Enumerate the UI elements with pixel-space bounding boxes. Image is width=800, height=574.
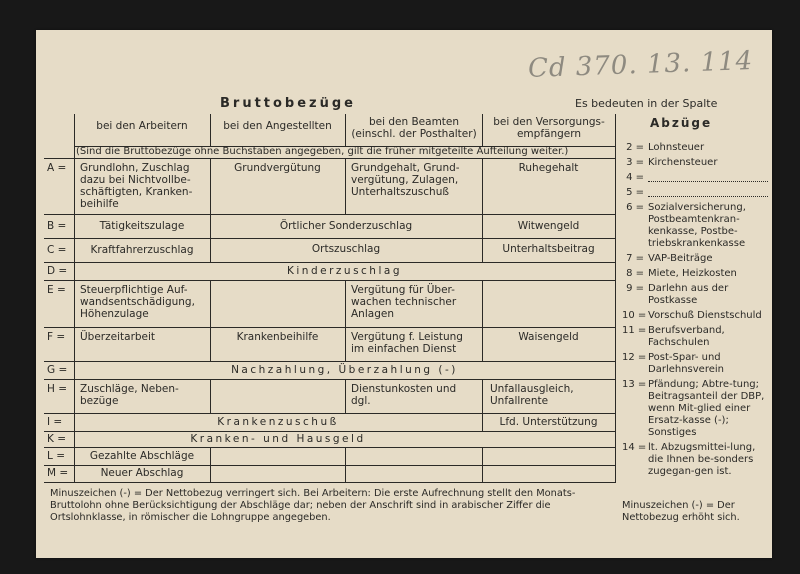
cell-e-beamte: Vergütung für Über-wachen technischer Anlagen: [351, 284, 457, 320]
cell-l-arbeiter: Gezahlte Abschläge: [89, 450, 195, 462]
row-label-i: I =: [47, 416, 63, 428]
abzug-item: 11 = Berufsverband, Fachschulen: [622, 325, 725, 348]
abzug-item: 7 = VAP-Beiträge: [626, 253, 713, 264]
abzug-item: 14 = lt. Abzugsmittei-lung, die Ihnen be-sonders zugegan-gen ist.: [622, 442, 756, 477]
cell-b-arbeiter: Tätigkeitszulage: [99, 220, 185, 232]
abzug-item: 3 = Kirchensteuer: [626, 157, 718, 168]
abzug-item: 9 = Darlehn aus der Postkasse: [626, 283, 729, 306]
cell-h-versorgung: Unfallausgleich, Unfallrente: [490, 383, 574, 407]
row-label-g: G =: [47, 364, 68, 376]
cell-k-span: Kranken- und Hausgeld: [190, 433, 366, 445]
row-label-l: L =: [47, 450, 65, 462]
pencil-archive-note: Cd 370. 13. 114: [527, 46, 754, 84]
abzug-item: 4 =: [622, 172, 768, 184]
cell-a-versorgung: Ruhegehalt: [518, 162, 579, 174]
row-label-f: F =: [47, 331, 66, 343]
abzuege-list: [622, 142, 768, 481]
row-label-e: E =: [47, 284, 66, 296]
row-label-a: A =: [47, 162, 67, 174]
abzug-item: 5 =: [622, 187, 768, 199]
row-label-c: C =: [47, 244, 67, 256]
abzug-item: 6 = Sozialversicherung, Postbeamtenkran-kenkasse, Postbe-triebskrankenkasse: [626, 202, 746, 249]
abzug-item: 12 = Post-Spar- und Darlehnsverein: [622, 352, 724, 375]
cell-f-angestellte: Krankenbeihilfe: [236, 331, 319, 343]
cell-c-versorgung: Unterhaltsbeitrag: [502, 243, 595, 255]
cell-c-arbeiter: Kraftfahrerzuschlag: [90, 244, 194, 256]
row-label-k: K =: [47, 433, 67, 445]
cell-h-beamte: Dienstunkosten und dgl.: [351, 383, 457, 407]
bruttobezuege-title: Bruttobezüge: [220, 96, 357, 111]
cell-i-span: Krankenzuschuß: [217, 416, 339, 428]
col-header-beamten: bei den Beamten (einschl. der Posthalter): [351, 116, 477, 140]
cell-b-mid: Örtlicher Sonderzuschlag: [279, 220, 413, 232]
cell-e-arbeiter: Steuerpflichtige Auf-wandsentschädigung, Höhenzulage: [80, 284, 195, 320]
cell-g-span: Nachzahlung, Überzahlung (-): [231, 364, 458, 376]
cell-m-arbeiter: Neuer Abschlag: [100, 467, 184, 479]
row-label-d: D =: [47, 265, 68, 277]
cell-f-beamte: Vergütung f. Leistung im einfachen Dienst: [351, 331, 463, 355]
abzuege-title: Abzüge: [650, 116, 713, 130]
row-label-m: M =: [47, 467, 69, 479]
cell-a-beamte: Grundgehalt, Grund-vergütung, Zulagen, Unterhaltszuschuß: [351, 162, 460, 198]
cell-f-versorgung: Waisengeld: [518, 331, 579, 343]
cell-a-arbeiter: Grundlohn, Zuschlag dazu bei Nichtvollbe-schäftigten, Kranken-beihilfe: [80, 162, 193, 210]
cell-i-versorgung: Lfd. Unterstützung: [499, 416, 598, 428]
footer-right-note: Minuszeichen (-) = Der Nettobezug erhöht sich.: [622, 500, 740, 523]
abzug-item: 13 = Pfändung; Abtre-tung; Beitragsanteil der DBP, wenn Mit-glied einer Ersatz-kasse (-); Sonstiges: [622, 379, 765, 438]
abzug-item: 8 = Miete, Heizkosten: [626, 268, 737, 279]
cell-h-arbeiter: Zuschläge, Neben-bezüge: [80, 383, 179, 407]
cell-c-mid: Ortszuschlag: [311, 243, 381, 255]
right-header: Es bedeuten in der Spalte: [575, 97, 718, 110]
cell-f-arbeiter: Überzeitarbeit: [80, 331, 156, 343]
col-header-arbeitern: bei den Arbeitern: [96, 120, 188, 132]
cell-a-angestellte: Grundvergütung: [234, 162, 321, 174]
abzug-item: 10 = Vorschuß Dienstschuld: [622, 310, 762, 321]
cell-b-versorgung: Witwengeld: [517, 220, 580, 232]
row-label-b: B =: [47, 220, 67, 232]
footer-note: Minuszeichen (-) = Der Nettobezug verringert sich. Bei Arbeitern: Die erste Aufrechnung stellt den Monats-Bruttolohn ohne Berücksichtigung der Abschläge dar; neben der Anschrift sind in arabischer Ziffer die Ortslohnklasse, in römischer die Lohngruppe angegeben.: [50, 488, 576, 523]
col-header-angestellten: bei den Angestellten: [223, 120, 332, 132]
cell-d-span: Kinderzuschlag: [287, 265, 402, 277]
row-label-h: H =: [47, 383, 68, 395]
abzug-item: 2 = Lohnsteuer: [626, 142, 705, 153]
col-header-versorgung: bei den Versorgungs-empfängern: [493, 116, 605, 140]
intro-note: (Sind die Bruttobezüge ohne Buchstaben angegeben, gilt die früher mitgeteilte Aufteilung weiter.): [76, 146, 569, 157]
